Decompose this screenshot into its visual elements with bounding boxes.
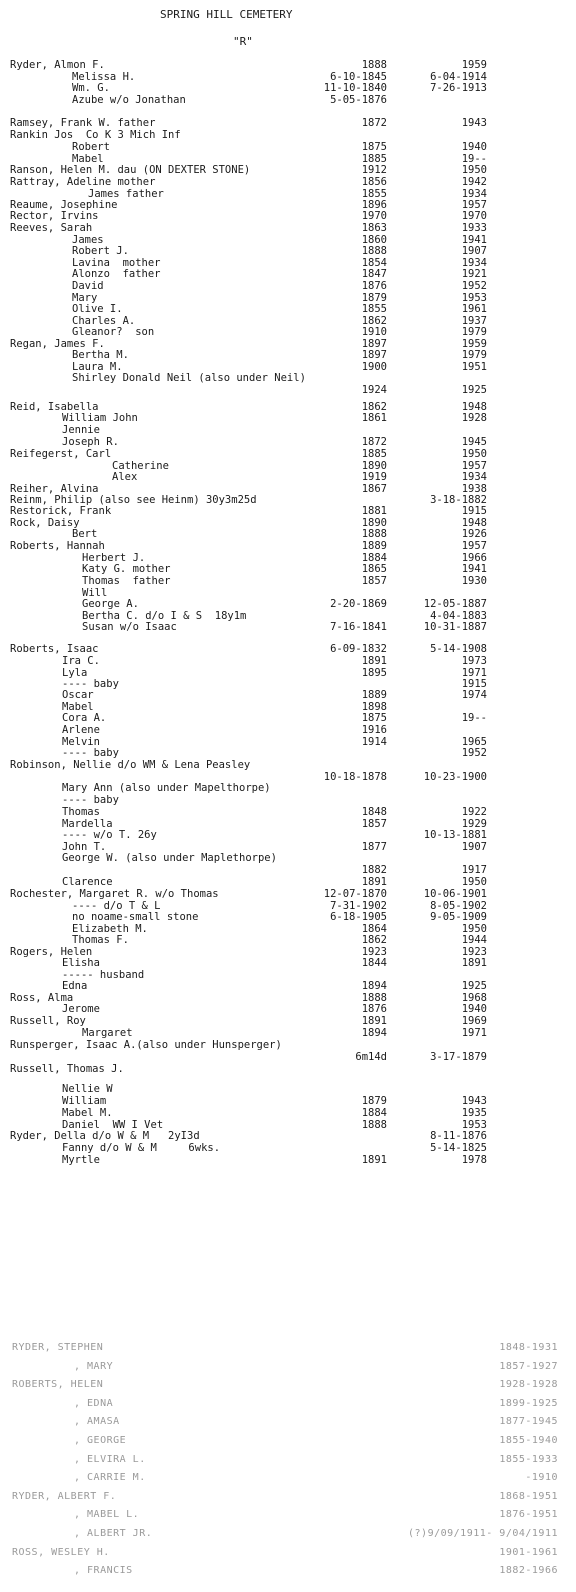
entry-name: Edna [62,980,88,992]
entry-date-2: 1952 [461,747,487,759]
entry-date-1: 7-31-1902 [330,900,387,912]
entry-date-2: 6-04-1914 [430,71,487,83]
entry-date-2: 1950 [461,164,487,176]
addendum-name: , AMASA [74,1416,120,1428]
entry-date-1: 1888 [361,528,387,540]
entry-name: Nellie W [62,1083,113,1095]
entry-date-1: 1924 [361,384,387,396]
addendum-name: ROSS, WESLEY H. [12,1546,110,1558]
entry-name: ---- baby [62,747,119,759]
addendum-dates: 1855-1940 [499,1435,558,1446]
entry-name: ---- w/o T. 26y [62,829,157,841]
entry-date-1: 6-18-1905 [330,911,387,923]
entry-name: Katy G. mother [82,563,171,575]
entry-date-1: 1881 [361,505,387,517]
entry-name: Wm. G. [72,82,110,94]
entry-name: Shirley Donald Neil (also under Neil) [72,372,306,384]
entry-date-1: 1970 [361,210,387,222]
entry-date-2: 1943 [461,117,487,129]
entry-date-1: 1910 [361,326,387,338]
entry-name: Catherine [112,460,169,472]
entry-name: Reiher, Alvina [10,483,99,495]
entry-date-1: 6-09-1832 [330,643,387,655]
entry-name: Joseph R. [62,436,119,448]
entry-name: David [72,280,104,292]
entry-date-1: 7-16-1841 [330,621,387,633]
addendum-name: , GEORGE [74,1435,127,1446]
entry-name: Ramsey, Frank W. father [10,117,156,129]
entry-name: Alonzo father [72,268,161,280]
entry-date-2: 1966 [461,552,487,564]
entry-date-1: 1912 [361,164,387,176]
entry-date-1: 1914 [361,736,387,748]
entry-name: Runsperger, Isaac A.(also under Hunsperger) [10,1039,282,1051]
entry-date-2: 1948 [461,517,487,529]
addendum-dates: 1855-1933 [499,1453,558,1465]
entry-date-1: 1882 [361,864,387,876]
entry-date-1: 1888 [361,245,387,257]
entry-date-2: 1971 [461,667,487,679]
entry-date-1: 1862 [361,401,387,413]
entry-date-2: 1944 [461,934,487,946]
entry-name: Mabel [72,153,104,165]
entry-date-1: 1875 [361,712,387,724]
addendum-dates: 1857-1927 [499,1360,558,1372]
entry-date-2: 1929 [461,818,487,830]
entry-name: Thomas father [82,575,171,587]
entry-date-2: 1941 [461,563,487,575]
entry-name: Laura M. [72,361,123,373]
entry-name: Clarence [62,876,113,888]
entry-date-1: 1884 [361,1107,387,1119]
entry-date-2: 1950 [461,876,487,888]
entry-date-2: 10-23-1900 [423,771,487,783]
entry-date-1: 1848 [361,806,387,818]
entry-date-1: 11-10-1840 [323,82,387,94]
entry-name: no noame-small stone [72,911,199,923]
entry-date-2: 1942 [461,176,487,188]
entry-name: Mary [72,292,98,304]
entry-name: ---- d/o T & L [72,900,161,912]
entry-name: Rector, Irvins [10,210,99,222]
addendum-dates: 1928-1928 [499,1379,558,1391]
entry-name: Reifegerst, Carl [10,448,112,460]
entry-date-2: 1968 [461,992,487,1004]
entry-name: George W. (also under Maplethorpe) [62,852,277,864]
entry-date-1: 1876 [361,280,387,292]
entry-date-2: 3-17-1879 [430,1051,487,1063]
addendum-name: , FRANCIS [74,1565,133,1577]
entry-name: Jerome [62,1003,100,1015]
entry-date-2: 1928 [461,412,487,424]
entry-name: Reeves, Sarah [10,222,93,234]
entry-date-1: 1891 [361,1015,387,1027]
entry-date-1: 1862 [361,934,387,946]
entry-name: Elizabeth M. [72,923,148,935]
entry-date-1: 1923 [361,946,387,958]
entry-date-2: 1891 [461,957,487,969]
entry-date-2: 1933 [461,222,487,234]
addendum-dates: 1882-1966 [499,1565,558,1577]
entry-date-2: 12-05-1887 [423,598,487,610]
entry-date-1: 1894 [361,980,387,992]
entry-date-2: 1907 [461,841,487,853]
entry-name: Ryder, Della d/o W & M 2yI3d [10,1130,200,1142]
entry-date-1: 1862 [361,315,387,327]
entry-name: Melissa H. [72,71,136,83]
entry-date-1: 1889 [361,540,387,552]
entry-date-2: 1973 [461,655,487,667]
entry-date-2: 1974 [461,689,487,701]
entry-name: Bertha M. [72,349,129,361]
entry-name: Regan, James F. [10,338,105,350]
entry-name: Rochester, Margaret R. w/o Thomas [10,888,219,900]
entry-name: Mabel [62,701,94,713]
entry-date-2: 1926 [461,528,487,540]
entry-date-2: 1940 [461,1003,487,1015]
entry-date-2: 1979 [461,349,487,361]
entry-date-1: 1875 [361,141,387,153]
entry-name: Mardella [62,818,113,830]
entry-name: Reaume, Josephine [10,199,118,211]
entry-name: Mabel M. [62,1107,113,1119]
entry-name: Lyla [62,667,88,679]
entry-date-2: 1934 [461,471,487,483]
entry-name: Ira C. [62,655,100,667]
entry-date-1: 1885 [361,448,387,460]
entry-date-2: 1925 [461,384,487,396]
entry-date-2: 5-14-1908 [430,643,487,655]
entry-date-1: 1888 [361,1119,387,1131]
entry-date-2: 8-05-1902 [430,900,487,912]
entry-date-2: 1922 [461,806,487,818]
entry-date-2: 1959 [461,59,487,71]
entry-name: Thomas [62,806,100,818]
addendum-dates: 1848-1931 [499,1342,558,1353]
entry-date-1: 1889 [361,689,387,701]
page-title: SPRING HILL CEMETERY [160,8,293,21]
addendum-name: , ALBERT JR. [74,1528,153,1539]
entry-date-2: 1978 [461,1154,487,1166]
entry-name: Herbert J. [82,552,146,564]
entry-name: Reid, Isabella [10,401,99,413]
entry-date-1: 1877 [361,841,387,853]
entry-name: Russell, Thomas J. [10,1063,124,1075]
entry-date-1: 10-18-1878 [323,771,387,783]
entry-name: William [62,1095,107,1107]
entry-name: Margaret [82,1027,133,1039]
addendum-name: , MARY [74,1360,114,1372]
entry-date-1: 1916 [361,724,387,736]
entry-date-1: 1863 [361,222,387,234]
entry-date-1: 1897 [361,338,387,350]
entry-name: Rock, Daisy [10,517,80,529]
entry-date-1: 1854 [361,257,387,269]
entry-date-2: 1925 [461,980,487,992]
entry-name: Daniel WW I Vet [62,1119,164,1131]
entry-name: James father [88,188,164,200]
entry-date-1: 1865 [361,563,387,575]
entry-date-2: 1957 [461,460,487,472]
entry-name: ---- baby [62,678,119,690]
entry-name: Azube w/o Jonathan [72,94,186,106]
addendum-name: RYDER, STEPHEN [12,1342,104,1353]
entry-date-1: 1890 [361,460,387,472]
entry-name: Robert [72,141,110,153]
entry-date-1: 1860 [361,234,387,246]
entry-date-2: 1948 [461,401,487,413]
entry-date-2: 4-04-1883 [430,610,487,622]
entry-date-1: 1867 [361,483,387,495]
entry-name: Will [82,587,108,599]
entry-date-1: 5-05-1876 [330,94,387,106]
entry-date-2: 1930 [461,575,487,587]
entry-date-1: 1885 [361,153,387,165]
entry-name: William John [62,412,138,424]
entry-date-1: 1855 [361,303,387,315]
entry-name: Melvin [62,736,100,748]
entry-date-2: 1938 [461,483,487,495]
addendum-dates: -1910 [525,1472,558,1484]
entry-date-2: 1940 [461,141,487,153]
entry-date-1: 1896 [361,199,387,211]
entry-date-1: 1861 [361,412,387,424]
entry-name: Charles A. [72,315,136,327]
entry-date-1: 6-10-1845 [330,71,387,83]
addendum-dates: 1901-1961 [499,1546,558,1558]
entry-date-2: 5-14-1825 [430,1142,487,1154]
entry-date-1: 1872 [361,436,387,448]
entry-date-2: 1943 [461,1095,487,1107]
entry-name: Ryder, Almon F. [10,59,105,71]
entry-date-2: 1970 [461,210,487,222]
entry-date-1: 12-07-1870 [323,888,387,900]
entry-name: Roberts, Isaac [10,643,99,655]
entry-name: Reinm, Philip (also see Heinm) 30y3m25d [10,494,257,506]
entry-date-2: 10-13-1881 [423,829,487,841]
entry-date-1: 1879 [361,292,387,304]
entry-name: Ranson, Helen M. dau (ON DEXTER STONE) [10,164,251,176]
addendum-dates: 1868-1951 [499,1490,558,1502]
entry-name: Roberts, Hannah [10,540,105,552]
entry-date-2: 1957 [461,199,487,211]
entry-date-2: 1923 [461,946,487,958]
entry-name: ----- husband [62,969,145,981]
entry-date-2: 1969 [461,1015,487,1027]
entry-name: Mary Ann (also under Mapelthorpe) [62,782,271,794]
entry-name: Russell, Roy [10,1015,86,1027]
entry-date-1: 1894 [361,1027,387,1039]
entry-name: Oscar [62,689,94,701]
entry-name: Myrtle [62,1154,100,1166]
entry-date-2: 1907 [461,245,487,257]
entry-name: Robert J. [72,245,129,257]
entry-date-2: 1953 [461,1119,487,1131]
entry-name: Jennie [62,424,100,436]
entry-date-1: 1856 [361,176,387,188]
entry-date-2: 1921 [461,268,487,280]
entry-name: Olive I. [72,303,123,315]
entry-date-1: 1891 [361,876,387,888]
entry-date-2: 1953 [461,292,487,304]
entry-date-1: 1900 [361,361,387,373]
entry-date-2: 1937 [461,315,487,327]
entry-name: Gleanor? son [72,326,155,338]
entry-date-1: 1844 [361,957,387,969]
entry-date-1: 1890 [361,517,387,529]
entry-date-2: 1979 [461,326,487,338]
entry-name: John T. [62,841,107,853]
entry-date-2: 1951 [461,361,487,373]
entry-date-2: 1950 [461,923,487,935]
entry-date-1: 1895 [361,667,387,679]
entry-date-1: 1891 [361,1154,387,1166]
entry-date-2: 1941 [461,234,487,246]
entry-name: ---- baby [62,794,119,806]
entry-name: Restorick, Frank [10,505,112,517]
addendum-name: , MABEL L. [74,1509,140,1521]
entry-name: Thomas F. [72,934,129,946]
entry-date-1: 1897 [361,349,387,361]
entry-date-2: 10-31-1887 [423,621,487,633]
entry-date-2: 19-- [461,153,487,165]
entry-date-2: 19-- [461,712,487,724]
entry-name: Ross, Alma [10,992,74,1004]
addendum-dates: 1877-1945 [499,1416,558,1428]
entry-date-1: 1888 [361,59,387,71]
entry-date-2: 1915 [461,678,487,690]
section-letter: "R" [233,35,253,48]
entry-date-1: 1847 [361,268,387,280]
addendum-dates: (?)9/09/1911- 9/04/1911 [408,1528,558,1539]
entry-date-2: 1950 [461,448,487,460]
entry-date-1: 2-20-1869 [330,598,387,610]
addendum-name: , ELVIRA L. [74,1453,146,1465]
addendum-dates: 1876-1951 [499,1509,558,1521]
entry-name: Elisha [62,957,100,969]
entry-date-2: 1959 [461,338,487,350]
entry-date-1: 1857 [361,575,387,587]
entry-date-2: 1934 [461,257,487,269]
entry-date-2: 1917 [461,864,487,876]
entry-name: Alex [112,471,138,483]
entry-date-2: 8-11-1876 [430,1130,487,1142]
entry-name: Bertha C. d/o I & S 18y1m [82,610,247,622]
entry-date-1: 1891 [361,655,387,667]
entry-date-2: 1965 [461,736,487,748]
entry-date-1: 1876 [361,1003,387,1015]
entry-name: Lavina mother [72,257,161,269]
entry-name: Rattray, Adeline mother [10,176,156,188]
entry-date-2: 9-05-1909 [430,911,487,923]
addendum-name: ROBERTS, HELEN [12,1379,104,1391]
entry-name: Rogers, Helen [10,946,93,958]
entry-name: Susan w/o Isaac [82,621,177,633]
entry-date-1: 1884 [361,552,387,564]
entry-date-1: 1919 [361,471,387,483]
addendum-name: , CARRIE M. [74,1472,146,1484]
entry-date-1: 1872 [361,117,387,129]
entry-date-2: 3-18-1882 [430,494,487,506]
entry-date-2: 1971 [461,1027,487,1039]
entry-date-1: 1857 [361,818,387,830]
entry-name: Arlene [62,724,100,736]
addendum-dates: 1899-1925 [499,1397,558,1409]
entry-date-2: 1952 [461,280,487,292]
entry-date-2: 1957 [461,540,487,552]
entry-name: Bert [72,528,98,540]
entry-name: Fanny d/o W & M 6wks. [62,1142,221,1154]
entry-date-1: 1864 [361,923,387,935]
entry-date-2: 10-06-1901 [423,888,487,900]
entry-name: James [72,234,104,246]
entry-date-1: 1879 [361,1095,387,1107]
entry-date-1: 1898 [361,701,387,713]
entry-name: Robinson, Nellie d/o WM & Lena Peasley [10,759,251,771]
entry-date-2: 1945 [461,436,487,448]
entry-date-1: 1888 [361,992,387,1004]
addendum-name: RYDER, ALBERT F. [12,1490,117,1502]
addendum-name: , EDNA [74,1397,114,1409]
entry-name: Rankin Jos Co K 3 Mich Inf [10,129,181,141]
entry-date-2: 1934 [461,188,487,200]
entry-name: George A. [82,598,139,610]
entry-name: Cora A. [62,712,107,724]
entry-date-2: 1961 [461,303,487,315]
entry-date-1: 1855 [361,188,387,200]
entry-date-2: 1915 [461,505,487,517]
entry-date-1: 6m14d [355,1051,387,1063]
entry-date-2: 7-26-1913 [430,82,487,94]
entry-date-2: 1935 [461,1107,487,1119]
